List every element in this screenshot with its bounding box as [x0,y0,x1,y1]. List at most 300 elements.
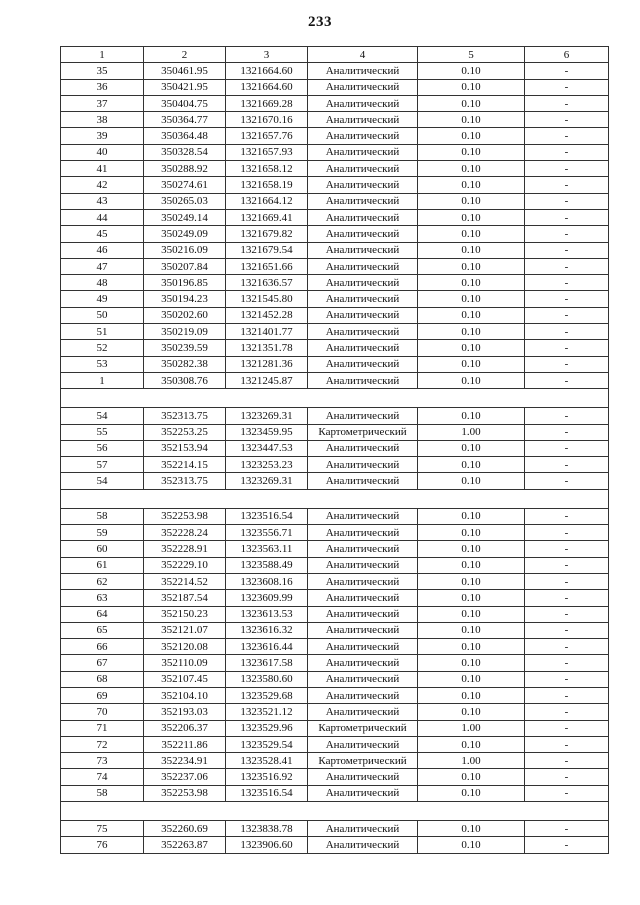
table-cell: 0.10 [418,473,525,489]
table-cell: - [525,769,609,785]
table-cell: 36 [61,79,144,95]
table-cell: Картометрический [308,720,418,736]
table-cell: 352229.10 [144,557,226,573]
table-cell: Аналитический [308,573,418,589]
table-cell: - [525,307,609,323]
table-row [61,161,609,177]
table-cell: 52 [61,340,144,356]
table-cell: 0.10 [418,622,525,638]
table-cell: 0.10 [418,291,525,307]
table-cell: 1323269.31 [226,408,308,424]
table-cell: Аналитический [308,340,418,356]
table-row [61,590,609,606]
table-row [61,785,609,801]
table-cell: 1323253.23 [226,457,308,473]
table-cell: 352228.91 [144,541,226,557]
table-cell: 0.10 [418,821,525,837]
table-cell: 1321679.54 [226,242,308,258]
table-cell: Аналитический [308,79,418,95]
table-cell: 1321636.57 [226,275,308,291]
table-cell: Аналитический [308,622,418,638]
table-cell: Аналитический [308,473,418,489]
table-cell: 46 [61,242,144,258]
table-cell: 352104.10 [144,687,226,703]
table-cell: - [525,356,609,372]
table-cell: 1323838.78 [226,821,308,837]
table-cell: 48 [61,275,144,291]
table-row [61,226,609,242]
table-cell: Аналитический [308,356,418,372]
table-cell: 0.10 [418,275,525,291]
table-row [61,622,609,638]
table-cell: 1.00 [418,753,525,769]
table-cell: 0.10 [418,785,525,801]
coordinates-table [60,46,609,854]
table-cell: 352253.98 [144,785,226,801]
table-cell: 69 [61,687,144,703]
table-cell: - [525,79,609,95]
table-cell: 0.10 [418,508,525,524]
table-row [61,573,609,589]
table-cell: 0.10 [418,440,525,456]
table-cell: 350404.75 [144,95,226,111]
table-row [61,79,609,95]
table-row [61,291,609,307]
table-cell: 0.10 [418,639,525,655]
table-cell: 0.10 [418,408,525,424]
table-cell: 0.10 [418,95,525,111]
table-cell: 61 [61,557,144,573]
table-cell: 0.10 [418,736,525,752]
table-row [61,356,609,372]
table-cell: - [525,177,609,193]
table-row [61,541,609,557]
table-cell: - [525,242,609,258]
table-cell: Аналитический [308,821,418,837]
table-cell: - [525,606,609,622]
table-cell: Аналитический [308,95,418,111]
table-cell: 71 [61,720,144,736]
table-cell: 74 [61,769,144,785]
table-cell: 350328.54 [144,144,226,160]
table-cell: 352234.91 [144,753,226,769]
table-cell: - [525,687,609,703]
table-cell: - [525,821,609,837]
table-cell: 73 [61,753,144,769]
table-row [61,95,609,111]
table-cell: 352187.54 [144,590,226,606]
table-cell: Аналитический [308,639,418,655]
table-cell: 352120.08 [144,639,226,655]
table-cell: 1323556.71 [226,525,308,541]
table-cell: 1321658.12 [226,161,308,177]
table-cell: 352110.09 [144,655,226,671]
spacer-cell [61,802,609,821]
table-cell: Аналитический [308,508,418,524]
table-row [61,769,609,785]
table-cell: 350308.76 [144,372,226,388]
table-cell: - [525,63,609,79]
table-cell: 352121.07 [144,622,226,638]
table-cell: Аналитический [308,671,418,687]
table-cell: 0.10 [418,112,525,128]
table-row [61,753,609,769]
table-spacer-row [61,389,609,408]
table-cell: 352206.37 [144,720,226,736]
table-cell: 39 [61,128,144,144]
table-cell: 58 [61,785,144,801]
table-cell: 41 [61,161,144,177]
table-cell: 1321658.19 [226,177,308,193]
table-cell: - [525,736,609,752]
table-row [61,525,609,541]
table-cell: 0.10 [418,687,525,703]
table-cell: 352253.98 [144,508,226,524]
table-cell: 64 [61,606,144,622]
table-row [61,837,609,853]
table-cell: - [525,720,609,736]
table-cell: 56 [61,440,144,456]
table-cell: 350364.77 [144,112,226,128]
table-cell: - [525,144,609,160]
table-cell: 352150.23 [144,606,226,622]
table-cell: - [525,541,609,557]
table-cell: 352153.94 [144,440,226,456]
table-cell: 350196.85 [144,275,226,291]
table-cell: Аналитический [308,258,418,274]
table-cell: 76 [61,837,144,853]
table-cell: 350364.48 [144,128,226,144]
table-cell: 350216.09 [144,242,226,258]
table-row [61,144,609,160]
table-cell: 0.10 [418,655,525,671]
table-cell: 0.10 [418,193,525,209]
table-cell: 62 [61,573,144,589]
table-cell: 1323609.99 [226,590,308,606]
table-cell: Аналитический [308,525,418,541]
table-cell: 1321679.82 [226,226,308,242]
table-cell: 0.10 [418,769,525,785]
table-cell: 1321452.28 [226,307,308,323]
table-cell: 1321351.78 [226,340,308,356]
table-cell: 1 [61,372,144,388]
table-row [61,177,609,193]
table-cell: 58 [61,508,144,524]
table-cell: Аналитический [308,372,418,388]
table-row [61,736,609,752]
table-cell: 0.10 [418,79,525,95]
table-cell: Аналитический [308,242,418,258]
table-row [61,671,609,687]
table-cell: - [525,753,609,769]
table-cell: 75 [61,821,144,837]
table-cell: Аналитический [308,704,418,720]
table-cell: - [525,340,609,356]
table-cell: 0.10 [418,63,525,79]
table-cell: - [525,372,609,388]
table-cell: 1323516.54 [226,785,308,801]
table-cell: - [525,128,609,144]
table-cell: - [525,258,609,274]
table-cell: 0.10 [418,557,525,573]
table-cell: Аналитический [308,736,418,752]
table-cell: 42 [61,177,144,193]
table-cell: 1323906.60 [226,837,308,853]
table-cell: 0.10 [418,161,525,177]
table-cell: 63 [61,590,144,606]
table-cell: 1323529.54 [226,736,308,752]
table-row [61,473,609,489]
table-cell: - [525,193,609,209]
table-cell: Аналитический [308,557,418,573]
table-cell: - [525,408,609,424]
table-cell: 0.10 [418,573,525,589]
table-cell: 0.10 [418,307,525,323]
table-cell: 66 [61,639,144,655]
table-cell: 0.10 [418,606,525,622]
table-cell: - [525,557,609,573]
table-cell: 1323516.54 [226,508,308,524]
table-cell: 352253.25 [144,424,226,440]
table-cell: - [525,324,609,340]
table-cell: 350461.95 [144,63,226,79]
table-spacer-row [61,489,609,508]
table-row [61,112,609,128]
table-cell: 1323580.60 [226,671,308,687]
table-cell: 0.10 [418,324,525,340]
table-cell: 1321664.60 [226,79,308,95]
table-cell: 57 [61,457,144,473]
table-cell: 1323613.53 [226,606,308,622]
table-cell: Аналитический [308,457,418,473]
table-cell: 68 [61,671,144,687]
table-cell: Аналитический [308,408,418,424]
table-cell: Аналитический [308,128,418,144]
table-cell: - [525,508,609,524]
table-cell: Аналитический [308,440,418,456]
table-cell: 0.10 [418,671,525,687]
table-row [61,193,609,209]
table-cell: 0.10 [418,372,525,388]
table-cell: 0.10 [418,226,525,242]
table-row [61,687,609,703]
table-row [61,128,609,144]
table-cell: 72 [61,736,144,752]
table-row [61,821,609,837]
table-cell: 47 [61,258,144,274]
table-cell: Аналитический [308,226,418,242]
table-cell: Аналитический [308,112,418,128]
table-cell: Картометрический [308,753,418,769]
table-cell: 54 [61,473,144,489]
table-cell: - [525,161,609,177]
table-cell: 350219.09 [144,324,226,340]
table-cell: 0.10 [418,242,525,258]
table-cell: 352193.03 [144,704,226,720]
table-cell: 352237.06 [144,769,226,785]
table-cell: - [525,671,609,687]
table-cell: - [525,704,609,720]
table-cell: - [525,457,609,473]
table-header-row [61,47,609,63]
table-cell: Аналитический [308,785,418,801]
table-cell: 352313.75 [144,473,226,489]
table-cell: 352214.52 [144,573,226,589]
table-cell: 40 [61,144,144,160]
table-cell: 0.10 [418,177,525,193]
table-cell: 0.10 [418,128,525,144]
table-cell: 1321401.77 [226,324,308,340]
table-row [61,242,609,258]
table-cell: 352228.24 [144,525,226,541]
table-row [61,639,609,655]
table-row [61,655,609,671]
table-row [61,704,609,720]
table-row [61,457,609,473]
table-cell: - [525,622,609,638]
table-cell: Аналитический [308,837,418,853]
table-cell: - [525,655,609,671]
table-row [61,340,609,356]
column-header: 2 [144,47,226,63]
table-cell: Картометрический [308,424,418,440]
column-header: 5 [418,47,525,63]
table-cell: - [525,590,609,606]
table-cell: 1321664.12 [226,193,308,209]
table-cell: 60 [61,541,144,557]
table-cell: 70 [61,704,144,720]
table-cell: 1323616.44 [226,639,308,655]
table-cell: 0.10 [418,525,525,541]
table-cell: 350207.84 [144,258,226,274]
spacer-cell [61,389,609,408]
table-cell: - [525,785,609,801]
table-cell: 352313.75 [144,408,226,424]
column-header: 4 [308,47,418,63]
table-row [61,606,609,622]
table-cell: 350288.92 [144,161,226,177]
table-cell: 50 [61,307,144,323]
table-cell: Аналитический [308,307,418,323]
table-cell: 1323459.95 [226,424,308,440]
page-number: 233 [308,14,332,30]
spacer-cell [61,489,609,508]
table-cell: Аналитический [308,177,418,193]
table-cell: Аналитический [308,590,418,606]
table-cell: - [525,639,609,655]
table-cell: 1323529.68 [226,687,308,703]
column-header: 1 [61,47,144,63]
table-cell: 59 [61,525,144,541]
table-cell: - [525,424,609,440]
table-cell: - [525,275,609,291]
table-cell: - [525,525,609,541]
table-cell: 1321651.66 [226,258,308,274]
table-cell: 350274.61 [144,177,226,193]
table-cell: 1.00 [418,424,525,440]
table-cell: 1323608.16 [226,573,308,589]
table-cell: 38 [61,112,144,128]
table-cell: 350249.09 [144,226,226,242]
table-cell: Аналитический [308,606,418,622]
table-row [61,557,609,573]
table-cell: Аналитический [308,324,418,340]
column-header: 6 [525,47,609,63]
table-row [61,424,609,440]
table-cell: 1321657.93 [226,144,308,160]
table-cell: 352211.86 [144,736,226,752]
table-cell: Аналитический [308,769,418,785]
table-cell: 1323447.53 [226,440,308,456]
table-cell: - [525,473,609,489]
table-cell: 350421.95 [144,79,226,95]
table-cell: 1323521.12 [226,704,308,720]
table-cell: 67 [61,655,144,671]
table-cell: 0.10 [418,209,525,225]
table-cell: 0.10 [418,144,525,160]
table-cell: 350194.23 [144,291,226,307]
table-cell: Аналитический [308,209,418,225]
table-cell: Аналитический [308,655,418,671]
table-cell: Аналитический [308,687,418,703]
table-cell: 350282.38 [144,356,226,372]
table-cell: - [525,226,609,242]
table-cell: 54 [61,408,144,424]
table-row [61,307,609,323]
table-cell: 352107.45 [144,671,226,687]
table-cell: 0.10 [418,837,525,853]
table-cell: - [525,209,609,225]
table-cell: 350239.59 [144,340,226,356]
table-cell: 1323269.31 [226,473,308,489]
table-cell: 1321670.16 [226,112,308,128]
table-cell: 1323516.92 [226,769,308,785]
table-cell: 350249.14 [144,209,226,225]
table-cell: Аналитический [308,63,418,79]
table-cell: 350202.60 [144,307,226,323]
table-cell: 0.10 [418,590,525,606]
table-cell: 1321669.28 [226,95,308,111]
table-cell: 1323588.49 [226,557,308,573]
table-row [61,372,609,388]
table-row [61,258,609,274]
table-cell: 55 [61,424,144,440]
table-cell: 65 [61,622,144,638]
table-cell: 1321545.80 [226,291,308,307]
table-cell: 44 [61,209,144,225]
table-cell: 1321657.76 [226,128,308,144]
table-cell: 1323529.96 [226,720,308,736]
table-cell: 37 [61,95,144,111]
table-cell: 51 [61,324,144,340]
table-cell: 1323616.32 [226,622,308,638]
table-body [61,63,609,853]
table-row [61,408,609,424]
table-cell: 53 [61,356,144,372]
table-cell: 350265.03 [144,193,226,209]
table-cell: 35 [61,63,144,79]
table-cell: Аналитический [308,144,418,160]
table-row [61,324,609,340]
table-cell: 0.10 [418,704,525,720]
column-header: 3 [226,47,308,63]
table-cell: 0.10 [418,356,525,372]
table-cell: Аналитический [308,193,418,209]
table-cell: Аналитический [308,541,418,557]
table-cell: 1321281.36 [226,356,308,372]
table-cell: 45 [61,226,144,242]
table-row [61,209,609,225]
